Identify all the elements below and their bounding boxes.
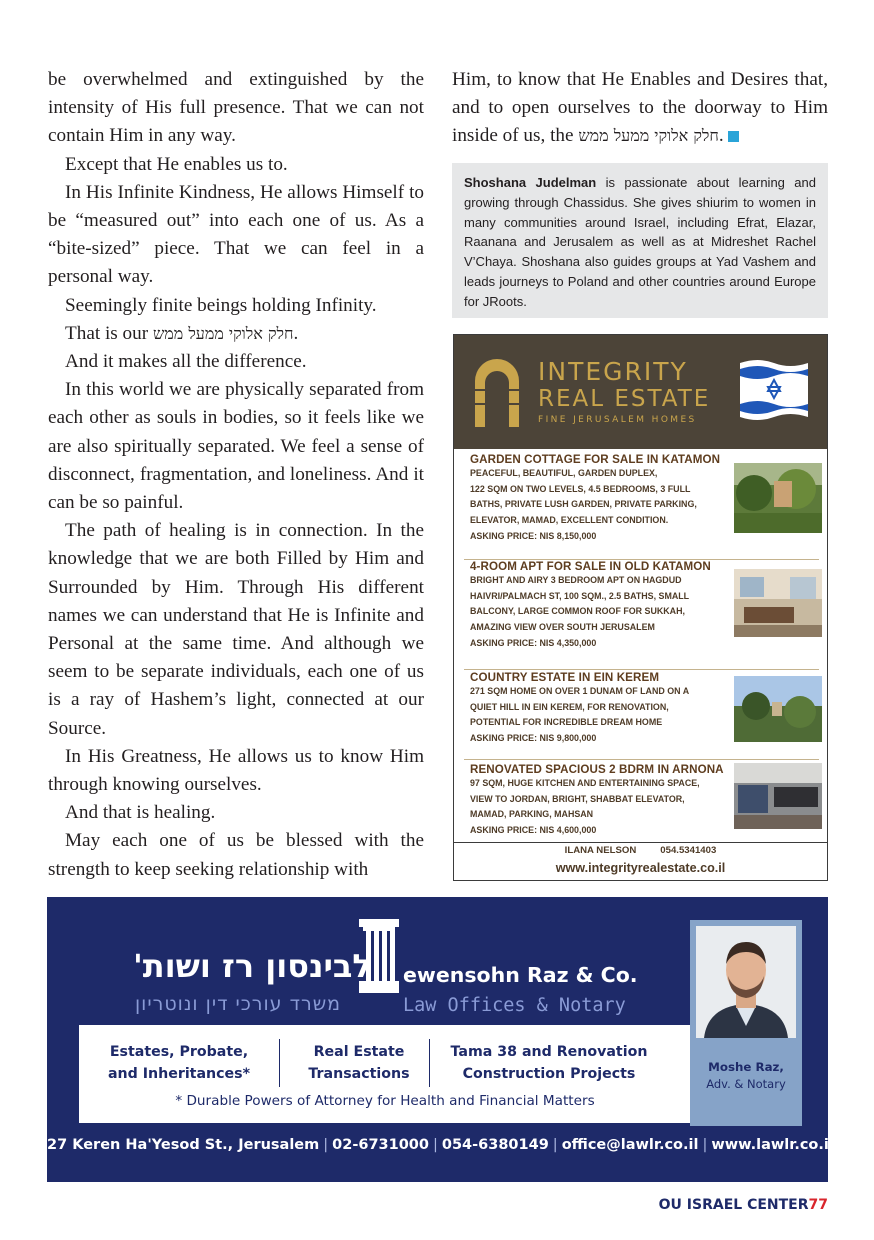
office-email[interactable]: office@lawlr.co.il xyxy=(561,1137,699,1153)
listing-title: GARDEN COTTAGE FOR SALE IN KATAMON xyxy=(470,453,721,466)
service-line: Real Estate xyxy=(313,1044,405,1060)
author-bio-box xyxy=(452,163,828,318)
attorney-photo-box xyxy=(690,920,802,1126)
hebrew-firm-subtitle: משרד עורכי דין ונוטריון xyxy=(135,993,342,1015)
listing-divider xyxy=(464,669,819,670)
living-room-photo xyxy=(734,569,822,637)
hebrew-phrase: חלק אלוקי ממעל ממש xyxy=(152,323,294,343)
listing-price: ASKING PRICE: NIS 4,600,000 xyxy=(470,825,597,836)
listing-title: RENOVATED SPACIOUS 2 BDRM IN ARNONA xyxy=(470,763,724,776)
listing-line: BATHS, PRIVATE LUSH GARDEN, PRIVATE PARKING, xyxy=(470,499,697,510)
listing-description xyxy=(470,776,720,823)
israel-flag-icon xyxy=(738,355,810,425)
kitchen-photo xyxy=(734,763,822,829)
author-name: Shoshana Judelman xyxy=(464,175,597,190)
listing-divider xyxy=(464,759,819,760)
separator: | xyxy=(702,1137,708,1153)
listing-line: ELEVATOR, MAMAD, EXCELLENT CONDITION. xyxy=(470,515,669,526)
publication-name: OU ISRAEL CENTER xyxy=(658,1197,809,1213)
article-paragraph: Except that He enables us to. xyxy=(65,153,288,175)
service-real-estate xyxy=(284,1041,434,1085)
agent-name: ILANA NELSON xyxy=(564,845,637,856)
listing-line: MAMAD, PARKING, MAHSAN xyxy=(470,809,594,820)
website-link[interactable]: www.integrityrealestate.co.il xyxy=(555,861,726,875)
listing-line: 271 SQM HOME ON OVER 1 DUNAM OF LAND ON A xyxy=(470,686,690,696)
article-right-column xyxy=(452,66,828,151)
separator: | xyxy=(432,1137,438,1153)
agent-contact xyxy=(454,845,827,856)
end-mark-icon xyxy=(728,131,739,142)
listing-line: BALCONY, LARGE COMMON ROOF FOR SUKKAH, xyxy=(470,606,685,617)
listing-price: ASKING PRICE: NIS 8,150,000 xyxy=(470,530,597,541)
arch-logo-icon xyxy=(472,353,522,427)
article-paragraph-hebrew: That is our חלק אלוקי ממעל ממש. xyxy=(65,322,299,344)
listing-description xyxy=(470,573,720,636)
listing-title: COUNTRY ESTATE IN EIN KEREM xyxy=(470,671,660,684)
attorney-name: Moshe Raz, xyxy=(708,1060,784,1074)
listing-description xyxy=(470,684,720,731)
law-contact-bar xyxy=(47,1137,834,1153)
office-website[interactable]: www.lawlr.co.il xyxy=(711,1137,834,1153)
service-line: Transactions xyxy=(308,1066,410,1082)
article-paragraph: The path of healing is in connection. In the knowledge that we are both Filled by Him and Surrounded by Him. Through His different names we can understand that He is Infinite and Personal at the same time. And although we seem to be separate individuals, each one of us is a ray of Hashem’s light, connected at our Source. xyxy=(48,520,424,739)
mobile-phone[interactable]: 054-6380149 xyxy=(441,1137,549,1153)
attorney-title: Adv. & Notary xyxy=(706,1077,786,1091)
listing-line: AMAZING VIEW OVER SOUTH JERUSALEM xyxy=(470,622,655,633)
agent-phone: 054.5341403 xyxy=(660,845,717,856)
author-bio-text: is passionate about learning and growing through Chassidus. She gives shiurim to women in many communities around Israel, including Efrat, Elazar, Raanana and Jerusalem as well as at Midreshet Rachel V’Chaya. Shoshana also guides groups at Yad Vashem and leads journeys to Poland and other countries around Europe for JRoots. xyxy=(464,175,816,309)
brand-name-line2: REAL ESTATE xyxy=(538,386,711,412)
services-footnote: * Durable Powers of Attorney for Health and Financial Matters xyxy=(175,1093,595,1109)
service-divider xyxy=(429,1039,430,1087)
services-panel xyxy=(79,1025,691,1123)
contact-divider xyxy=(454,842,827,843)
brand-name-line1: INTEGRITY xyxy=(538,357,688,386)
page-footer xyxy=(659,1197,828,1213)
english-firm-name: ewensohn Raz & Co. xyxy=(403,963,638,987)
attorney-portrait xyxy=(696,926,796,1038)
english-firm-subtitle: Law Offices & Notary xyxy=(403,995,626,1016)
listing-line: HAIVRI/PALMACH ST, 100 SQM., 2.5 BATHS, SMALL xyxy=(470,590,690,601)
listing-line: PEACEFUL, BEAUTIFUL, GARDEN DUPLEX, xyxy=(470,468,658,478)
service-line: Tama 38 and Renovation xyxy=(450,1044,648,1060)
real-estate-ad xyxy=(453,334,828,881)
listing-line: POTENTIAL FOR INCREDIBLE DREAM HOME xyxy=(470,717,663,728)
service-line: Estates, Probate, xyxy=(109,1044,249,1060)
office-phone[interactable]: 02-6731000 xyxy=(332,1137,429,1153)
law-office-ad xyxy=(47,897,834,1182)
hebrew-firm-name: לבינסון רז ושות' xyxy=(133,947,372,985)
page-number: 77 xyxy=(808,1197,828,1213)
article-paragraph: In His Infinite Kindness, He allows Himself to be “measured out” into each one of us. As a “bite-sized” piece. That we can feel in a personal way. xyxy=(48,181,424,288)
listing-line: BRIGHT AND AIRY 3 BEDROOM APT ON HAGDUD xyxy=(470,575,682,585)
article-paragraph: And that is healing. xyxy=(65,802,216,824)
article-paragraph: In His Greatness, He allows us to know Him through knowing ourselves. xyxy=(48,745,424,796)
brand-tagline: FINE JERUSALEM HOMES xyxy=(538,415,697,425)
listing-line: QUIET HILL IN EIN KEREM, FOR RENOVATION, xyxy=(470,701,669,712)
service-line: and Inheritances* xyxy=(107,1066,251,1082)
garden-photo xyxy=(734,463,822,533)
article-closing-text: Him, to know that He Enables and Desires that, and to open ourselves to the doorway to Him inside of us, the xyxy=(452,69,828,147)
listing-description xyxy=(470,466,720,529)
separator: | xyxy=(552,1137,558,1153)
listing-line: 122 SQM ON TWO LEVELS, 4.5 BEDROOMS, 3 FULL xyxy=(470,483,691,494)
listing-price: ASKING PRICE: NIS 9,800,000 xyxy=(470,733,597,744)
article-paragraph: Seemingly finite beings holding Infinity. xyxy=(65,294,377,316)
article-paragraph: And it makes all the difference. xyxy=(65,351,307,373)
article-paragraph: May each one of us be blessed with the strength to keep seeking relationship with xyxy=(48,830,424,880)
office-address: 27 Keren Ha'Yesod St., Jerusalem xyxy=(47,1137,320,1153)
article-closing-paragraph: Him, to know that He Enables and Desires that, and to open ourselves to the doorway to Him inside of us, the חלק אלוקי ממעל ממש. xyxy=(452,69,828,147)
listing-line: 97 SQM, HUGE KITCHEN AND ENTERTAINING SPACE, xyxy=(470,778,700,788)
service-estates xyxy=(89,1041,269,1085)
real-estate-ad-header xyxy=(454,335,827,449)
listing-line: VIEW TO JORDAN, BRIGHT, SHABBAT ELEVATOR, xyxy=(470,793,685,804)
hebrew-phrase-closing: חלק אלוקי ממעל ממש xyxy=(578,126,719,146)
service-tama38 xyxy=(435,1041,663,1085)
article-left-column xyxy=(48,66,424,884)
listing-price: ASKING PRICE: NIS 4,350,000 xyxy=(470,637,597,648)
separator: | xyxy=(323,1137,329,1153)
service-divider xyxy=(279,1039,280,1087)
article-paragraph: be overwhelmed and extinguished by the intensity of His full presence. That we can not contain Him in any way. xyxy=(48,69,424,147)
that-is-our-text: That is our xyxy=(65,322,149,344)
author-bio xyxy=(464,173,816,312)
hillside-photo xyxy=(734,676,822,742)
service-line: Construction Projects xyxy=(462,1066,636,1082)
article-paragraph: In this world we are physically separated from each other as souls in bodies, so it feels like we are also spiritually separated. We feel a sense of disconnect, fragmentation, and loneliness. And it can be so painful. xyxy=(48,379,424,514)
listing-title: 4-ROOM APT FOR SALE IN OLD KATAMON xyxy=(470,560,711,573)
